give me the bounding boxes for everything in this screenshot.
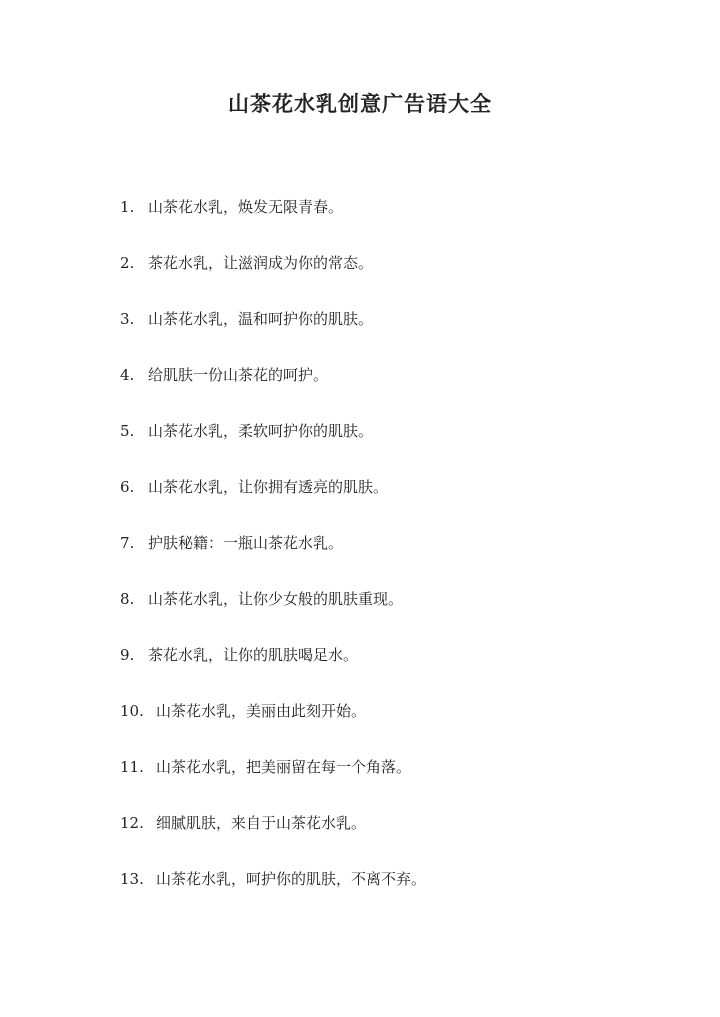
list-item	[120, 644, 426, 700]
item-number: 2.	[120, 254, 135, 272]
item-number: 3.	[120, 310, 135, 328]
item-text: 山茶花水乳，呵护你的肌肤，不离不弃。	[156, 870, 427, 888]
item-text: 山茶花水乳，焕发无限青春。	[148, 198, 344, 216]
item-number: 5.	[120, 422, 135, 440]
list-item	[120, 756, 426, 812]
item-number: 11.	[120, 758, 144, 776]
list-item	[120, 532, 426, 588]
item-text: 茶花水乳，让滋润成为你的常态。	[148, 254, 374, 272]
list-item	[120, 476, 426, 532]
item-number: 1.	[120, 198, 135, 216]
list-item	[120, 252, 426, 308]
item-text: 细腻肌肤，来自于山茶花水乳。	[156, 814, 367, 832]
item-number: 4.	[120, 366, 135, 384]
list-item	[120, 700, 426, 756]
item-text: 山茶花水乳，把美丽留在每一个角落。	[156, 758, 412, 776]
item-number: 12.	[120, 814, 144, 832]
list-item	[120, 196, 426, 252]
item-number: 9.	[120, 646, 135, 664]
list-item	[120, 812, 426, 868]
item-number: 7.	[120, 534, 135, 552]
item-text: 山茶花水乳，柔软呵护你的肌肤。	[148, 422, 374, 440]
item-number: 10.	[120, 702, 144, 720]
item-text: 护肤秘籍：一瓶山茶花水乳。	[148, 534, 344, 552]
item-number: 8.	[120, 590, 135, 608]
item-number: 13.	[120, 870, 144, 888]
list-item	[120, 588, 426, 644]
list-item	[120, 420, 426, 476]
item-text: 给肌肤一份山茶花的呵护。	[148, 366, 329, 384]
item-text: 山茶花水乳，让你少女般的肌肤重现。	[148, 590, 404, 608]
item-text: 茶花水乳，让你的肌肤喝足水。	[148, 646, 359, 664]
item-text: 山茶花水乳，温和呵护你的肌肤。	[148, 310, 374, 328]
slogan-list	[120, 196, 426, 924]
item-number: 6.	[120, 478, 135, 496]
list-item	[120, 868, 426, 924]
list-item	[120, 364, 426, 420]
item-text: 山茶花水乳，美丽由此刻开始。	[156, 702, 367, 720]
item-text: 山茶花水乳，让你拥有透亮的肌肤。	[148, 478, 389, 496]
list-item	[120, 308, 426, 364]
document-title: 山茶花水乳创意广告语大全	[228, 91, 492, 116]
